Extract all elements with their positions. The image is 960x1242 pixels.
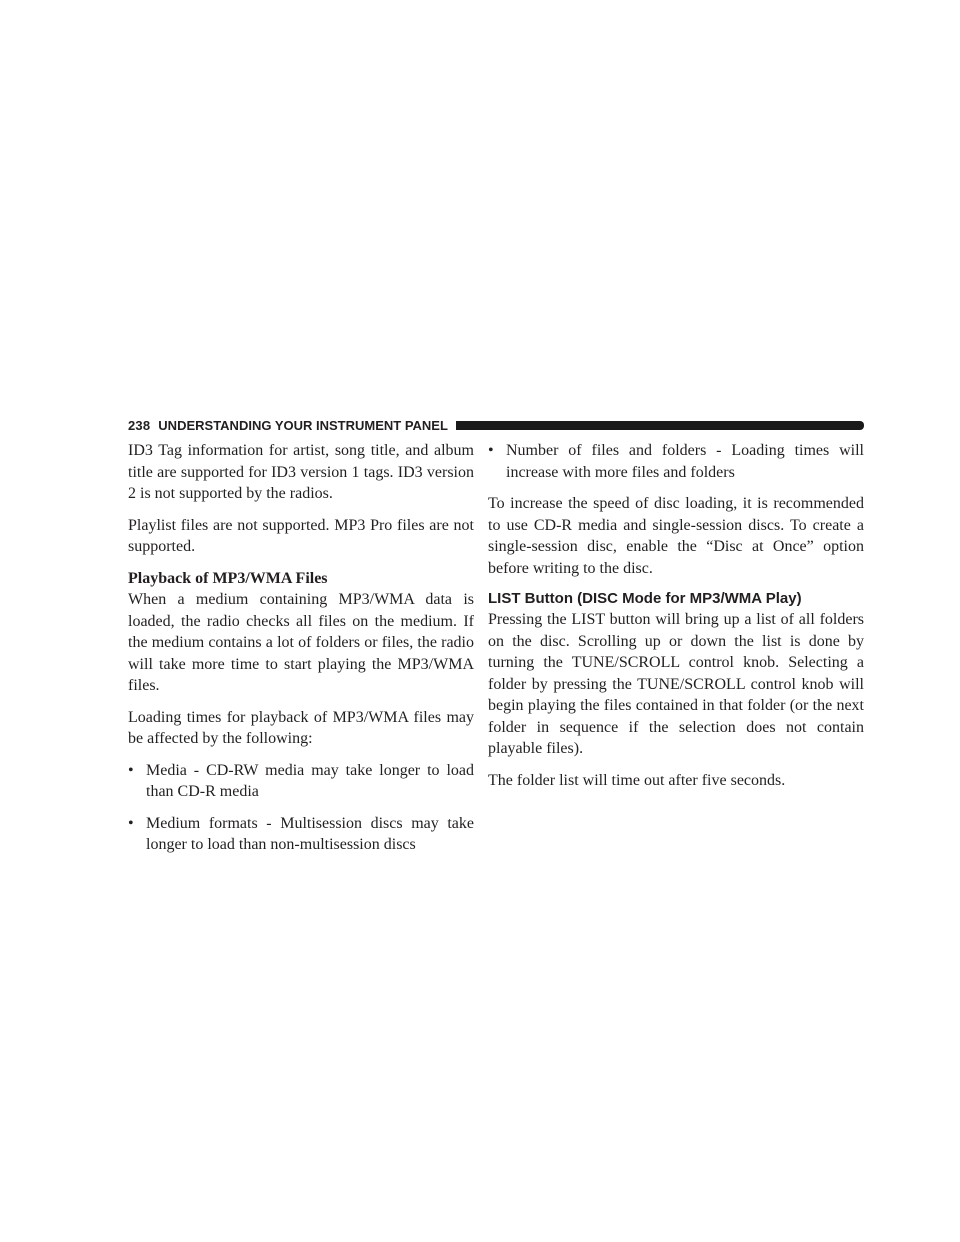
paragraph-loading-times: Loading times for playback of MP3/WMA files may be affected by the following: bbox=[128, 708, 474, 747]
bullet-icon: • bbox=[488, 442, 494, 459]
list-item-text: Media - CD-RW media may take longer to load than CD-R media bbox=[146, 761, 474, 800]
paragraph-playlist: Playlist files are not supported. MP3 Pro files are not supported. bbox=[128, 516, 474, 555]
left-column bbox=[128, 440, 474, 866]
section-title: UNDERSTANDING YOUR INSTRUMENT PANEL bbox=[158, 417, 448, 433]
list-item bbox=[128, 760, 474, 803]
list-item-text: Number of files and folders - Loading times will increase with more files and folders bbox=[506, 442, 864, 481]
right-column bbox=[488, 440, 864, 801]
paragraph-folder-timeout: The folder list will time out after five seconds. bbox=[488, 771, 786, 789]
list-item-text: Medium formats - Multisession discs may take longer to load than non-multisession discs bbox=[146, 814, 474, 853]
paragraph-id3-tags: ID3 Tag information for artist, song title, and album title are supported for ID3 version 1 tags. ID3 version 2 is not supported by the radios. bbox=[128, 442, 474, 502]
paragraph-medium-loaded: When a medium containing MP3/WMA data is loaded, the radio checks all files on the medium. If the medium contains a lot of folders or files, the radio will take more time to start playing the MP3/WMA files. bbox=[128, 591, 474, 694]
page-header bbox=[128, 417, 864, 433]
heading-playback: Playback of MP3/WMA Files bbox=[128, 569, 328, 587]
bullet-icon: • bbox=[128, 761, 134, 779]
bullet-icon: • bbox=[128, 814, 134, 832]
page-number: 238 bbox=[128, 417, 151, 433]
paragraph-list-button: Pressing the LIST button will bring up a list of all folders on the disc. Scrolling up or down the list is done by turning the TUNE/SCROLL control knob. Selecting a folder by pressing the TUNE/SCROLL control knob will begin playing the files contained in that folder (or the next folder in sequence if the selection does not contain playable files). bbox=[488, 611, 864, 757]
list-item bbox=[488, 440, 864, 483]
header-rule-bar bbox=[456, 421, 864, 430]
heading-list-button: LIST Button (DISC Mode for MP3/WMA Play) bbox=[488, 590, 802, 607]
paragraph-disc-loading-speed: To increase the speed of disc loading, it is recommended to use CD-R media and single-session discs. To create a single-session disc, enable the “Disc at Once” option before writing to the disc. bbox=[488, 495, 864, 577]
list-item bbox=[128, 813, 474, 856]
